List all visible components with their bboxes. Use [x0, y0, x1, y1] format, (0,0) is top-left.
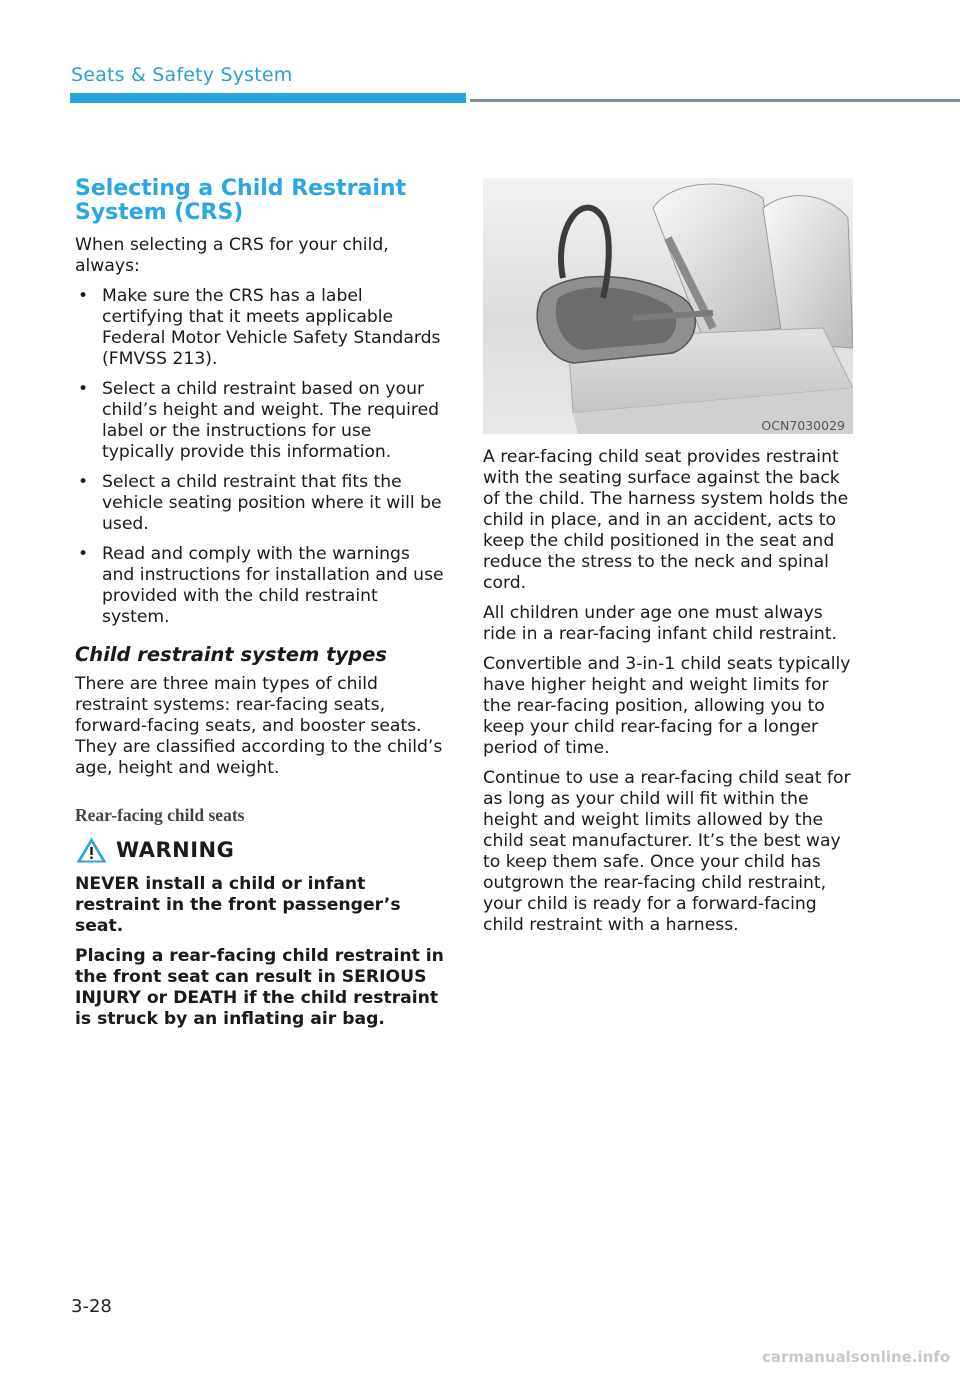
warning-triangle-icon — [75, 836, 108, 864]
list-item: • Make sure the CRS has a label certifying that it meets applicable Federal Motor Vehicle Safety Standards (FMVSS 213). — [75, 286, 445, 370]
paragraph: All children under age one must always ride in a rear-facing infant child restraint. — [483, 603, 837, 644]
watermark: carmanualsonline.info — [762, 1348, 951, 1366]
figure-code: OCN7030029 — [761, 418, 845, 433]
types-text: There are three main types of child restraint systems: rear-facing seats, forward-facing seats, and booster seats. They are classified according to the child’s age, height and weight. — [75, 674, 443, 778]
right-column — [483, 447, 853, 945]
paragraph: Continue to use a rear-facing child seat for as long as your child will fit within the height and weight limits allowed by the child seat manufacturer. It’s the best way to keep them safe. Once your child has outgrown the rear-facing child restraint, your child is ready for a forward-facing child restraint with a harness. — [483, 768, 851, 935]
list-item: • Select a child restraint based on your child’s height and weight. The required label or the instructions for use typically provide this information. — [75, 379, 445, 463]
left-column — [75, 177, 445, 1039]
section-title: Seats & Safety System — [71, 64, 293, 86]
header-rule-gray — [470, 99, 960, 102]
warning-text-2: Placing a rear-facing child restraint in the front seat can result in SERIOUS INJURY or DEATH if the child restraint is struck by an inflating air bag. — [75, 946, 444, 1029]
list-item: • Read and comply with the warnings and instructions for installation and use provided with the child restraint system. — [75, 544, 445, 628]
list-item: • Select a child restraint that fits the vehicle seating position where it will be used. — [75, 472, 445, 535]
requirements-list — [75, 286, 445, 628]
paragraph: A rear-facing child seat provides restraint with the seating surface against the back of the child. The harness system holds the child in place, and in an accident, acts to keep the child positioned in the seat and reduce the stress to the neck and spinal cord. — [483, 447, 849, 593]
paragraph: Convertible and 3-in-1 child seats typically have higher height and weight limits for the rear-facing position, allowing you to keep your child rear-facing for a longer period of time. — [483, 654, 851, 758]
warning-text-1: NEVER install a child or infant restraint in the front passenger’s seat. — [75, 874, 401, 936]
section-heading: Selecting a Child Restraint System (CRS) — [75, 176, 407, 225]
rear-facing-heading: Rear-facing child seats — [75, 805, 245, 825]
intro-text: When selecting a CRS for your child, always: — [75, 235, 389, 276]
car-seat-illustration — [483, 178, 853, 434]
warning-header — [75, 836, 445, 864]
page-number: 3-28 — [71, 1296, 112, 1317]
warning-label: WARNING — [116, 837, 235, 862]
rear-facing-seat-illustration — [483, 178, 853, 434]
subheading-types: Child restraint system types — [75, 643, 387, 666]
header-rule-accent — [70, 93, 466, 103]
